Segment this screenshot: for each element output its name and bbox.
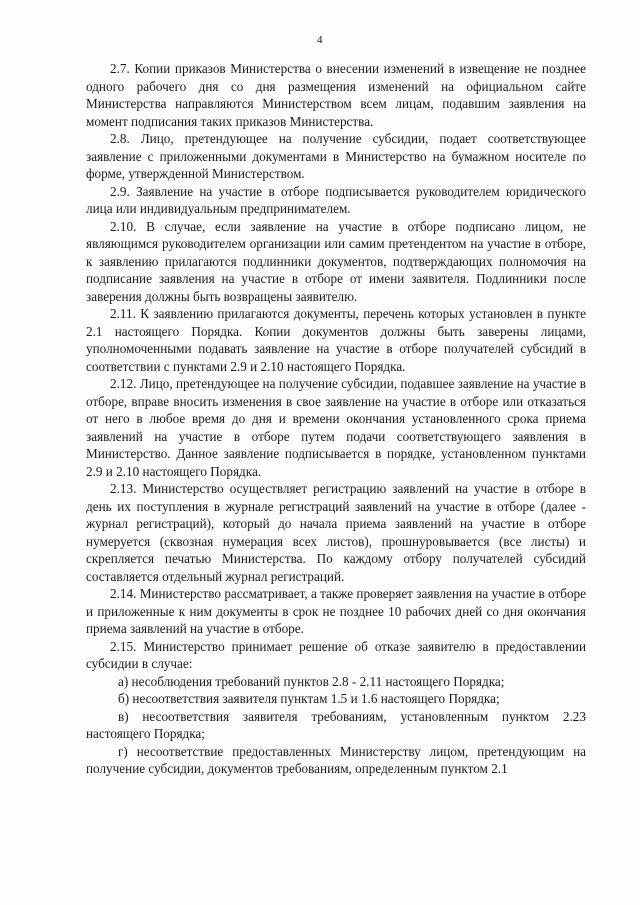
page-number: 4 [317,34,323,46]
paragraph-2-14: 2.14. Министерство рассматривает, а также проверяет заявления на участие в отборе и приложенные к ним документы в срок не позднее 10 рабочих дней со дня окончания приема заявлений на участие в отборе. [86,586,586,636]
paragraph-2-10: 2.10. В случае, если заявление на участие в отборе подписано лицом, не являющимся руководителем организации или самим претендентом на участие в отборе, к заявлению прилагаются подлинники документов, подтверждающих полномочия на подписание заявления на участие в отборе от имени заявителя. Подлинники после заверения должны быть возвращены заявителю. [86,218,586,304]
sub-item-g: г) несоответствие предоставленных Министерству лицом, претендующим на получение субсидии, документов требованиям, определенным пунктом 2.1 [86,743,586,776]
paragraph-2-9: 2.9. Заявление на участие в отборе подписывается руководителем юридического лица или индивидуальным предпринимателем. [86,183,586,216]
paragraph-2-13: 2.13. Министерство осуществляет регистрацию заявлений на участие в отборе в день их поступления в журнале регистраций заявлений на участие в отборе (далее - журнал регистраций), который до начала приема заявлений на участие в отборе нумеруется (сквозная нумерация всех листов), прошнуровывается (все листы) и скрепляется печатью Министерства. По каждому отбору получателей субсидий составляется отдельный журнал регистраций. [86,481,586,584]
sub-item-v: в) несоответствия заявителя требованиям, установленным пунктом 2.23 настоящего Порядка; [86,708,586,741]
sub-item-a: а) несоблюдения требований пунктов 2.8 - 2.11 настоящего Порядка; [118,673,505,689]
sub-item-b: б) несоответствия заявителя пунктам 1.5 и 1.6 настоящего Порядка; [118,691,500,706]
paragraph-2-7: 2.7. Копии приказов Министерства о внесении изменений в извещение не позднее одного рабочего дня со дня размещения изменений на официальном сайте Министерства направляются Министерством всем лицам, подавшим заявления на момент подписания таких приказов Министерства. [86,61,586,129]
paragraph-2-12: 2.12. Лицо, претендующее на получение субсидии, подавшее заявление на участие в отборе, вправе вносить изменения в свое заявление на участие в отборе или отказаться от него в любое время до дня и времени окончания установленного срока приема заявлений на участие в отборе путем подачи соответствующего заявления в Министерство. Данное заявление подписывается в порядке, установленном пунктами 2.9 и 2.10 настоящего Порядка. [86,376,586,479]
paragraph-2-11: 2.11. К заявлению прилагаются документы, перечень которых установлен в пункте 2.1 настоящего Порядка. Копии документов должны быть заверены лицами, уполномоченными подавать заявление на участие в отборе получателей субсидий в соответствии с пунктами 2.9 и 2.10 настоящего Порядка. [86,306,586,374]
paragraph-2-8: 2.8. Лицо, претендующее на получение субсидии, подает соответствующее заявление с приложенными документами в Министерство на бумажном носителе по форме, утвержденной Министерством. [86,131,586,181]
document-body [86,60,586,778]
paragraph-2-15: 2.15. Министерство принимает решение об отказе заявителю в предоставлении субсидии в случае: [86,638,586,671]
